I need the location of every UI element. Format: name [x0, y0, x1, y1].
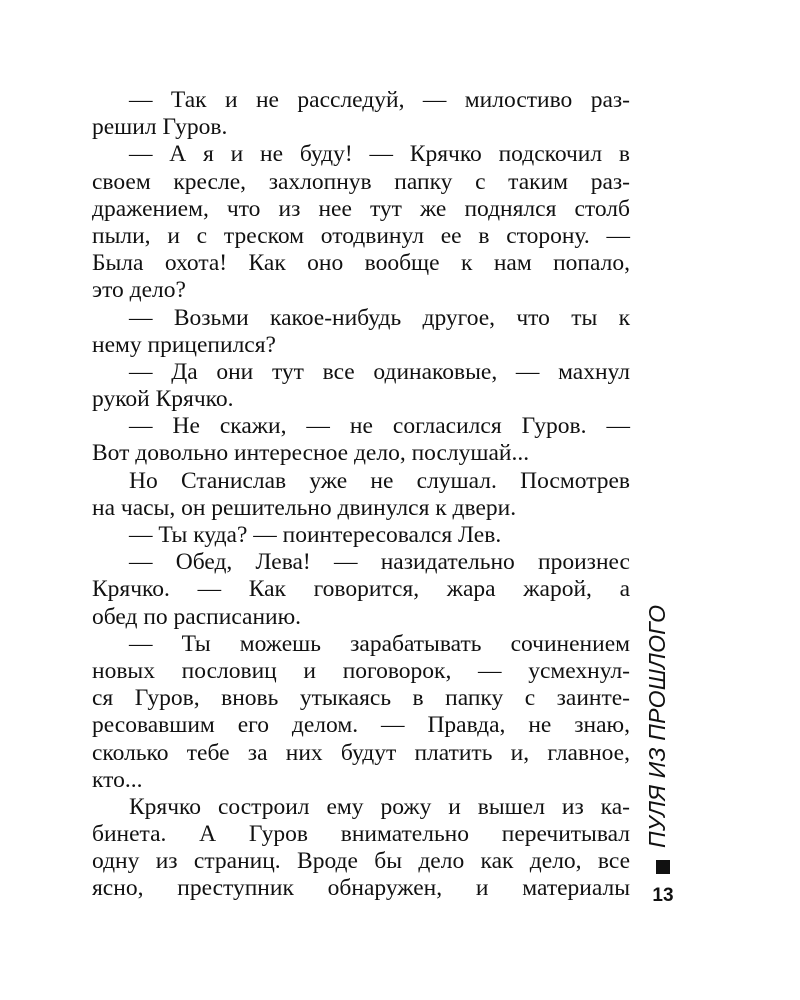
running-title-text: ПУЛЯ ИЗ ПРОШЛОГО [644, 604, 670, 848]
text-line: — Ты можешь зарабатывать сочинением [129, 630, 630, 657]
text-line: одну из страниц. Вроде бы дело как дело, все [92, 848, 630, 875]
text-line: — Да они тут все одинаковые, — махнул [129, 358, 630, 385]
text-line: — Обед, Лева! — назидательно произнес [129, 549, 630, 576]
text-line: рукой Крячко. [92, 386, 234, 413]
text-line: обед по расписанию. [92, 603, 302, 630]
text-line: — А я и не буду! — Крячко подскочил в [129, 141, 630, 168]
text-line: своем кресле, захлопнув папку с таким раз- [92, 168, 630, 195]
text-line: — Возьми какое-нибудь другое, что ты к [129, 304, 630, 331]
text-line: Крячко состроил ему рожу и вышел из ка- [129, 793, 630, 820]
text-line: новых пословиц и поговорок, — усмехнул- [92, 657, 630, 684]
text-line: нему прицепился? [92, 331, 276, 358]
text-line: Была охота! Как оно вообще к нам попало, [92, 250, 630, 277]
text-line: ресовавшим его делом. — Правда, не знаю, [92, 712, 630, 739]
square-marker-icon [656, 860, 670, 874]
text-line: кто... [92, 766, 143, 793]
text-line: ся Гуров, вновь утыкаясь в папку с заинте- [92, 685, 630, 712]
text-line: решил Гуров. [92, 114, 228, 141]
text-line: дражением, что из нее тут же поднялся столб [92, 195, 630, 222]
text-line: Крячко. — Как говорится, жара жарой, а [92, 576, 630, 603]
text-line: — Не скажи, — не согласился Гуров. — [129, 413, 630, 440]
text-line: — Так и не расследуй, — милостиво раз- [129, 87, 630, 113]
text-line: бинета. А Гуров внимательно перечитывал [92, 821, 630, 848]
text-line: пыли, и с треском отодвинул ее в сторону. — [92, 222, 630, 249]
page-number: 13 [652, 885, 674, 906]
text-line: ясно, преступник обнаружен, и материалы [92, 875, 630, 902]
text-line: — Ты куда? — поинтересовался Лев. [129, 522, 502, 548]
text-line: это дело? [92, 277, 186, 304]
text-line: Вот довольно интересное дело, послушай... [92, 440, 530, 467]
text-line: сколько тебе за них будут платить и, главное, [92, 739, 630, 766]
body-text [92, 87, 630, 903]
text-line: на часы, он решительно двинулся к двери. [92, 494, 517, 521]
text-line: Но Станислав уже не слушал. Посмотрев [129, 467, 630, 494]
